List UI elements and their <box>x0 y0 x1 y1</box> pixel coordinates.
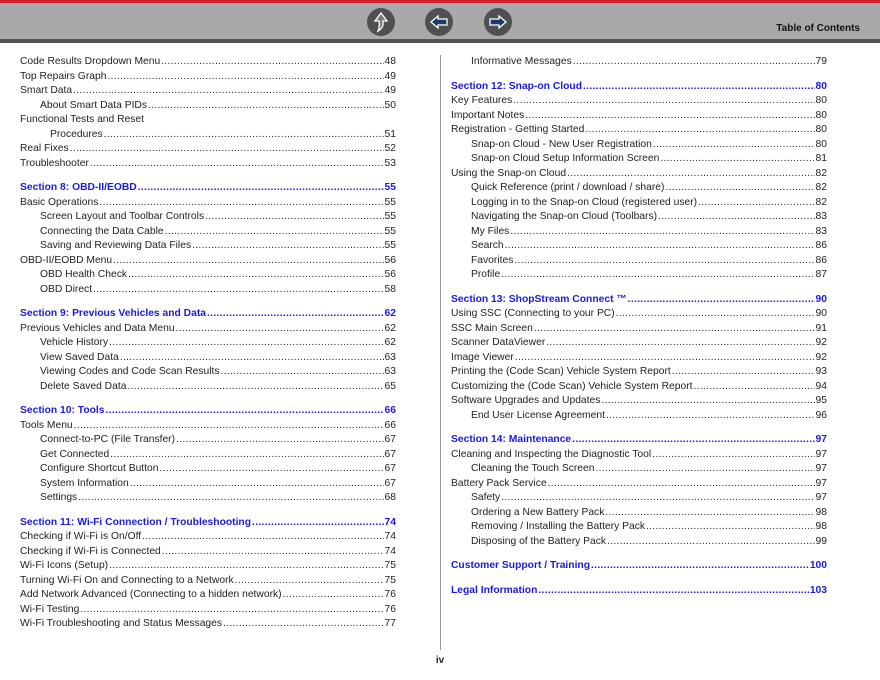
toc-page-number: 97 <box>815 448 827 460</box>
toc-entry-label: Image Viewer <box>451 351 514 363</box>
toc-entry-label: Navigating the Snap-on Cloud (Toolbars) <box>471 211 658 222</box>
header-bottom-bar <box>0 39 880 43</box>
toc-entry-link <box>20 113 396 128</box>
toc-entry-label: Software Upgrades and Updates <box>451 395 601 406</box>
dot-leader <box>221 365 384 380</box>
toc-entry-label: Wi-Fi Troubleshooting and Status Messages <box>20 618 223 629</box>
toc-entry-label: Profile <box>471 269 501 280</box>
toc-page-number: 87 <box>815 269 827 280</box>
toc-page-number: 74 <box>384 516 396 528</box>
toc-entry-link[interactable] <box>451 520 827 535</box>
toc-entry-link[interactable] <box>20 55 396 70</box>
toc-page-number: 76 <box>384 589 396 600</box>
toc-page-number: 55 <box>384 225 396 237</box>
toc-section-link[interactable] <box>20 307 396 322</box>
dot-leader <box>605 506 814 521</box>
toc-entry-label: Key Features <box>451 95 513 106</box>
dot-leader <box>109 559 383 574</box>
toc-entry-link[interactable] <box>20 239 396 254</box>
toc-entry-label: Add Network Advanced (Connecting to a hidden network) <box>20 589 282 600</box>
toc-page-number: 95 <box>815 395 827 406</box>
dot-leader <box>501 268 814 283</box>
dot-leader <box>515 351 815 366</box>
toc-page-number: 55 <box>384 182 396 193</box>
toc-entry-label: Using the Snap-on Cloud <box>451 167 567 179</box>
toc-entry-label: About Smart Data PIDs <box>40 99 148 111</box>
toc-entry-link[interactable] <box>451 196 827 211</box>
toc-entry-link[interactable] <box>20 491 396 506</box>
dot-leader <box>130 477 384 492</box>
dot-leader <box>595 462 814 477</box>
toc-page-number: 48 <box>384 56 396 67</box>
toc-page-number: 98 <box>815 521 827 532</box>
toc-entry-label: Removing / Installing the Battery Pack <box>471 521 645 532</box>
toc-page-number: 103 <box>809 584 827 596</box>
toc-page-number: 50 <box>384 99 396 111</box>
dot-leader <box>205 210 383 225</box>
toc-page-number: 94 <box>815 380 827 392</box>
toc-page-number: 75 <box>384 560 396 571</box>
toc-page-number: 63 <box>384 366 396 377</box>
dot-leader <box>192 239 383 254</box>
toc-entry-label: Settings <box>40 492 78 503</box>
toc-page-number: 67 <box>384 463 396 474</box>
toc-entry-link[interactable] <box>20 128 396 143</box>
toc-entry-link[interactable] <box>451 210 827 225</box>
dot-leader <box>142 530 383 545</box>
toc-page-number: 93 <box>815 366 827 377</box>
toc-entry-label: My Files <box>471 225 510 237</box>
toc-page-number: 80 <box>815 80 827 92</box>
dot-leader <box>548 477 815 492</box>
dot-leader <box>223 617 384 632</box>
toc-entry-label: Scanner DataViewer <box>451 337 546 348</box>
toc-page-number: 66 <box>384 419 396 431</box>
toc-entry-label: Wi-Fi Testing <box>20 603 80 615</box>
toc-page-number: 56 <box>384 254 396 266</box>
dot-leader <box>698 196 814 211</box>
toc-page-number: 55 <box>384 196 396 208</box>
toc-entry-link[interactable] <box>451 94 827 109</box>
toc-entry-label: Basic Operations <box>20 196 99 208</box>
toc-entry-label: Vehicle History <box>40 337 109 348</box>
toc-page-number: 51 <box>384 128 396 140</box>
dot-leader <box>70 142 384 157</box>
toc-entry-link[interactable] <box>20 225 396 240</box>
toc-entry-link[interactable] <box>451 409 827 424</box>
toc-page-number: 49 <box>384 70 396 82</box>
toc-entry-link[interactable] <box>451 307 827 322</box>
toc-page-number: 91 <box>815 322 827 334</box>
toc-entry-label: Section 14: Maintenance <box>451 434 572 445</box>
toc-entry-label: Ordering a New Battery Pack <box>471 506 605 518</box>
toc-entry-label: Quick Reference (print / download / share) <box>471 182 665 193</box>
toc-entry-label: Viewing Codes and Code Scan Results <box>40 366 220 377</box>
toc-entry-link[interactable] <box>451 167 827 182</box>
toc-entry-link[interactable] <box>451 138 827 153</box>
dot-leader <box>176 433 383 448</box>
toc-section-link[interactable] <box>451 433 827 448</box>
dot-leader <box>162 545 384 560</box>
toc-page-number: 53 <box>384 157 396 169</box>
toc-page-number: 58 <box>384 283 396 295</box>
toc-entry-label: Section 8: OBD-II/EOBD <box>20 182 137 193</box>
toc-entry-link[interactable] <box>20 157 396 172</box>
dot-leader <box>80 603 383 618</box>
dot-leader <box>106 404 384 419</box>
dot-leader <box>501 491 814 506</box>
dot-leader <box>138 181 384 196</box>
toc-page-number: 83 <box>815 211 827 222</box>
toc-page-number: 90 <box>815 308 827 319</box>
dot-leader <box>534 322 815 337</box>
dot-leader <box>601 394 814 409</box>
toc-page-number: 55 <box>384 211 396 222</box>
dot-leader <box>160 462 384 477</box>
dot-leader <box>127 380 383 395</box>
toc-page-number: 96 <box>815 409 827 421</box>
toc-page-number: 83 <box>815 225 827 237</box>
dot-leader <box>207 307 384 322</box>
toc-entry-label: Checking if Wi-Fi is On/Off <box>20 531 142 542</box>
toc-entry-link[interactable] <box>20 588 396 603</box>
toc-page-number: 77 <box>384 618 396 629</box>
toc-entry-link[interactable] <box>20 433 396 448</box>
toc-entry-label: System Information <box>40 477 129 489</box>
toc-entry-label: Connect-to-PC (File Transfer) <box>40 434 176 445</box>
toc-entry-link[interactable] <box>451 336 827 351</box>
toc-section-link[interactable] <box>451 80 827 95</box>
toc-page-number: 81 <box>815 153 827 164</box>
dot-leader <box>90 157 384 172</box>
toc-entry-label: OBD Direct <box>40 283 93 295</box>
dot-leader <box>505 239 815 254</box>
toc-entry-label: Functional Tests and Reset <box>20 114 145 125</box>
toc-entry-link[interactable] <box>20 351 396 366</box>
toc-entry-label: Configure Shortcut Button <box>40 463 159 474</box>
toc-page-number: 92 <box>815 337 827 348</box>
toc-entry-label: Legal Information <box>451 584 538 596</box>
toc-entry-link[interactable] <box>451 322 827 337</box>
toc-page-number: 86 <box>815 254 827 266</box>
up-arrow-icon <box>371 11 391 33</box>
toc-entry-link[interactable] <box>20 617 396 632</box>
toc-entry-label: Saving and Reviewing Data Files <box>40 240 192 251</box>
dot-leader <box>628 293 815 308</box>
dot-leader <box>672 365 815 380</box>
toc-entry-label: Important Notes <box>451 109 525 121</box>
dot-leader <box>694 380 815 395</box>
toc-page-number: 80 <box>815 109 827 121</box>
toc-page-number: 55 <box>384 240 396 251</box>
toolbar <box>0 0 880 42</box>
toc-section-link[interactable] <box>451 584 827 599</box>
toc-entry-label: Code Results Dropdown Menu <box>20 56 161 67</box>
dot-leader <box>616 307 815 322</box>
left-arrow-icon <box>429 14 449 30</box>
toc-page-number: 79 <box>815 56 827 67</box>
dot-leader <box>510 225 814 240</box>
toc-entry-label: OBD-II/EOBD Menu <box>20 254 113 266</box>
toc-page-number: 65 <box>384 380 396 392</box>
toc-entry-label: Disposing of the Battery Pack <box>471 535 607 547</box>
toc-entry-link[interactable] <box>20 336 396 351</box>
toc-page-number: 97 <box>815 492 827 503</box>
toc-entry-link[interactable] <box>451 535 827 550</box>
toc-entry-link[interactable] <box>451 109 827 124</box>
toc-entry-label: View Saved Data <box>40 351 119 363</box>
toc-page-number: 62 <box>384 308 396 319</box>
toc-entry-link[interactable] <box>451 491 827 506</box>
toc-entry-link[interactable] <box>20 196 396 211</box>
toc-entry-label: Previous Vehicles and Data Menu <box>20 322 175 334</box>
dot-leader <box>653 138 815 153</box>
toc-page-number: 67 <box>384 477 396 489</box>
dot-leader <box>513 94 814 109</box>
dot-leader <box>606 409 815 424</box>
toc-entry-link[interactable] <box>20 419 396 434</box>
toc-page-number: 80 <box>815 138 827 150</box>
toc-entry-label: Using SSC (Connecting to your PC) <box>451 308 615 319</box>
toc-entry-label: Cleaning the Touch Screen <box>471 463 595 474</box>
dot-leader <box>607 535 814 550</box>
toc-page-number: 82 <box>815 196 827 208</box>
toc-entry-link[interactable] <box>20 545 396 560</box>
toc-section-link[interactable] <box>451 293 827 308</box>
toc-entry-label: Turning Wi-Fi On and Connecting to a Network <box>20 574 234 586</box>
dot-leader <box>665 181 814 196</box>
toc-entry-link[interactable] <box>20 380 396 395</box>
back-button[interactable] <box>425 8 453 36</box>
toc-entry-label: Search <box>471 240 504 251</box>
dot-leader <box>99 196 383 211</box>
toc-page-number: 98 <box>815 506 827 518</box>
toc-entry-link[interactable] <box>451 55 827 70</box>
toc-entry-label: Section 12: Snap-on Cloud <box>451 80 583 92</box>
toc-entry-label: Get Connected <box>40 448 110 460</box>
toc-entry-link[interactable] <box>451 123 827 138</box>
toc-page-number: 74 <box>384 545 396 557</box>
toc-page-number: 97 <box>815 463 827 474</box>
toc-page-number: 100 <box>809 560 827 571</box>
toc-entry-label: Section 11: Wi-Fi Connection / Troubleshooting <box>20 516 252 528</box>
toc-entry-link[interactable] <box>451 239 827 254</box>
toc-entry-label: End User License Agreement <box>471 409 605 421</box>
dot-leader <box>165 225 384 240</box>
toc-entry-label: Section 13: ShopStream Connect ™ <box>451 293 627 305</box>
dot-leader <box>658 210 815 225</box>
toc-entry-link[interactable] <box>20 254 396 269</box>
toc-entry-link[interactable] <box>451 394 827 409</box>
dot-leader <box>104 128 384 143</box>
dot-leader <box>78 491 383 506</box>
toc-page-number: 86 <box>815 240 827 251</box>
dot-leader <box>283 588 384 603</box>
dot-leader <box>109 336 383 351</box>
toc-entry-link[interactable] <box>451 225 827 240</box>
toc-entry-label: Top Repairs Graph <box>20 70 107 82</box>
dot-leader <box>573 55 815 70</box>
column-divider <box>440 55 441 650</box>
toc-entry-label: Checking if Wi-Fi is Connected <box>20 545 161 557</box>
toc-page-number: 67 <box>384 434 396 445</box>
toc-entry-label: Safety <box>471 492 501 503</box>
toc-section-link[interactable] <box>20 516 396 531</box>
toc-entry-label: Battery Pack Service <box>451 477 547 489</box>
toc-page-number: 56 <box>384 269 396 280</box>
toc-section-link[interactable] <box>20 181 396 196</box>
toc-page-number: 97 <box>815 434 827 445</box>
toc-entry-label: Informative Messages <box>471 56 572 67</box>
toc-entry-label: Favorites <box>471 254 514 266</box>
toc-entry-label: Snap-on Cloud - New User Registration <box>471 138 652 150</box>
dot-leader <box>107 70 383 85</box>
toc-page-number: 80 <box>815 95 827 106</box>
dot-leader <box>93 283 383 298</box>
dot-leader <box>660 152 814 167</box>
toc-right-column <box>451 55 827 598</box>
toc-entry-link[interactable] <box>451 152 827 167</box>
dot-leader <box>113 254 383 269</box>
toc-entry-link[interactable] <box>20 322 396 337</box>
toc-entry-label: Registration - Getting Started <box>451 124 585 135</box>
toc-entry-link[interactable] <box>20 530 396 545</box>
dot-leader <box>128 268 384 283</box>
toc-entry-label: Snap-on Cloud Setup Information Screen <box>471 153 660 164</box>
toc-entry-label: OBD Health Check <box>40 269 127 280</box>
toc-page-number: 67 <box>384 448 396 460</box>
dot-leader <box>572 433 814 448</box>
toc-page-number: 68 <box>384 492 396 503</box>
toc-entry-link[interactable] <box>20 477 396 492</box>
dot-leader <box>161 55 383 70</box>
toc-entry-label: Delete Saved Data <box>40 380 127 392</box>
toc-entry-label: Customer Support / Training <box>451 560 591 571</box>
toc-entry-label: Section 9: Previous Vehicles and Data <box>20 308 206 319</box>
home-button[interactable] <box>367 8 395 36</box>
toc-entry-link[interactable] <box>451 506 827 521</box>
toc-page-number: 63 <box>384 351 396 363</box>
toc-page-number: 66 <box>384 405 396 416</box>
toc-page-number: 92 <box>815 351 827 363</box>
dot-leader <box>591 559 809 574</box>
toc-entry-label: Tools Menu <box>20 419 73 431</box>
dot-leader <box>235 574 384 589</box>
dot-leader <box>546 336 814 351</box>
dot-leader <box>514 254 814 269</box>
toc-page-number: 75 <box>384 574 396 586</box>
toc-entry-link[interactable] <box>20 365 396 380</box>
toc-entry-link[interactable] <box>20 462 396 477</box>
toc-entry-label: Wi-Fi Icons (Setup) <box>20 560 109 571</box>
toc-entry-label: Logging in to the Snap-on Cloud (registered user) <box>471 196 698 208</box>
toc-entry-link[interactable] <box>20 210 396 225</box>
dot-leader <box>646 520 815 535</box>
forward-button[interactable] <box>484 8 512 36</box>
toc-entry-link[interactable] <box>20 99 396 114</box>
toc-section-link[interactable] <box>20 404 396 419</box>
toc-entry-label: SSC Main Screen <box>451 322 533 334</box>
dot-leader <box>538 584 808 599</box>
toc-entry-label: Section 10: Tools <box>20 405 105 416</box>
dot-leader <box>652 448 814 463</box>
toc-page-number: 90 <box>815 293 827 305</box>
toc-page-number: 80 <box>815 124 827 135</box>
toc-entry-label: Smart Data <box>20 85 73 96</box>
dot-leader <box>567 167 814 182</box>
dot-leader <box>583 80 815 95</box>
red-accent-bar <box>0 0 880 3</box>
toc-entry-link[interactable] <box>20 142 396 157</box>
toc-entry-label: Troubleshooter <box>20 157 89 169</box>
toc-entry-label: Real Fixes <box>20 143 69 154</box>
toc-entry-label: Connecting the Data Cable <box>40 225 164 237</box>
toc-entry-link[interactable] <box>451 254 827 269</box>
toc-entry-link[interactable] <box>20 603 396 618</box>
toc-entry-link[interactable] <box>20 84 396 99</box>
dot-leader <box>73 84 383 99</box>
toc-entry-label: Printing the (Code Scan) Vehicle System Report <box>451 366 671 377</box>
toc-entry-label: Procedures <box>50 128 103 140</box>
dot-leader <box>110 448 383 463</box>
toc-entry-link[interactable] <box>451 268 827 283</box>
toc-page-number: 62 <box>384 322 396 334</box>
header-title: Table of Contents <box>776 23 860 34</box>
toc-page-number: 49 <box>384 85 396 96</box>
toc-entry-link[interactable] <box>451 448 827 463</box>
toc-entry-link[interactable] <box>451 181 827 196</box>
toc-entry-link[interactable] <box>451 380 827 395</box>
toc-page-number: 82 <box>815 167 827 179</box>
right-arrow-icon <box>488 14 508 30</box>
toc-entry-link[interactable] <box>20 268 396 283</box>
dot-leader <box>148 99 384 114</box>
toc-page-number: 74 <box>384 531 396 542</box>
toc-entry-link[interactable] <box>20 574 396 589</box>
toc-entry-link[interactable] <box>20 559 396 574</box>
toc-page-number: 62 <box>384 337 396 348</box>
toc-entry-link[interactable] <box>20 283 396 298</box>
dot-leader <box>585 123 814 138</box>
toc-page-number: 76 <box>384 603 396 615</box>
toc-page-number: 82 <box>815 182 827 193</box>
dot-leader <box>176 322 384 337</box>
dot-leader <box>120 351 384 366</box>
page-number: iv <box>435 655 445 666</box>
dot-leader <box>74 419 384 434</box>
dot-leader <box>252 516 384 531</box>
toc-entry-link[interactable] <box>451 462 827 477</box>
toc-entry-label: Customizing the (Code Scan) Vehicle System Report <box>451 380 693 392</box>
toc-section-link[interactable] <box>451 559 827 574</box>
toc-page-number: 52 <box>384 143 396 154</box>
toc-page-number: 97 <box>815 477 827 489</box>
dot-leader <box>525 109 814 124</box>
toc-entry-label: Screen Layout and Toolbar Controls <box>40 211 205 222</box>
toc-entry-link[interactable] <box>451 365 827 380</box>
toc-entry-link[interactable] <box>20 70 396 85</box>
toc-entry-label: Cleaning and Inspecting the Diagnostic Tool <box>451 448 652 460</box>
toc-entry-link[interactable] <box>451 477 827 492</box>
toc-page-number: 99 <box>815 535 827 547</box>
toc-entry-link[interactable] <box>20 448 396 463</box>
toc-left-column <box>20 55 396 632</box>
toc-entry-link[interactable] <box>451 351 827 366</box>
